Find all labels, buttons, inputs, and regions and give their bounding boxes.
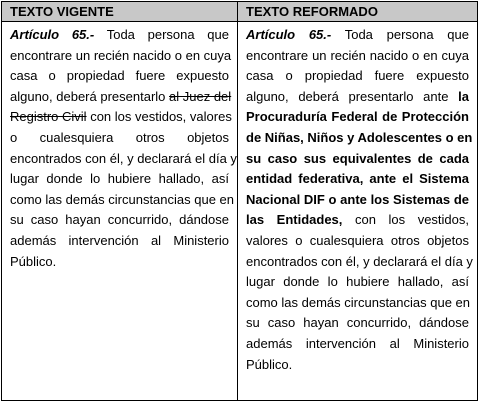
text-line: como las demás circunstancias que en — [10, 191, 235, 207]
text-line: encontrados con él, y declarará el día y — [10, 150, 237, 166]
text-line: encontrados con él, y declarará el día y — [246, 253, 473, 269]
text-line: alguno, deberá presentarlo al Juez del — [10, 88, 232, 104]
bold-line: Procuraduría Federal de Protección — [246, 109, 469, 125]
text-line: o cualesquiera otros objetos — [10, 129, 229, 145]
text-line: Público. — [246, 356, 293, 372]
reformado-cell — [238, 22, 478, 401]
bold-text: la — [458, 88, 469, 104]
text-line: valores o cualesquiera otros objetos — [246, 232, 469, 248]
bold-text: las Entidades, — [246, 212, 343, 228]
text-line: alguno, deberá presentarlo ante la — [246, 88, 469, 104]
vigente-cell — [2, 22, 238, 401]
struck-text: Registro Civil — [10, 109, 87, 125]
text-line: encontrare un recién nacido o en cuya — [246, 47, 469, 63]
reformado-text — [238, 22, 477, 375]
text-line: las Entidades, con los vestidos, — [246, 212, 470, 228]
text-line: lugar donde lo hubiere hallado, así — [10, 171, 229, 187]
text-line: Artículo 65.- Toda persona que — [246, 27, 469, 42]
struck-text: al Juez del — [169, 88, 232, 104]
text-line: encontrare un recién nacido o en cuya — [10, 47, 232, 63]
article-label: Artículo 65.- — [10, 27, 95, 42]
text-line: Artículo 65.- Toda persona que — [10, 27, 229, 42]
text-line: Registro Civil con los vestidos, valores — [10, 109, 232, 125]
header-row — [2, 2, 478, 22]
text-line: casa o propiedad fuere expuesto — [10, 68, 229, 84]
text-line: su caso hayan concurrido, dándose — [10, 212, 229, 228]
vigente-text — [2, 22, 237, 272]
text-line: su caso hayan concurrido, dándose — [246, 315, 469, 331]
body-row — [2, 22, 478, 401]
text-line: además intervención al Ministerio — [10, 232, 229, 248]
text-line: como las demás circunstancias que en — [246, 294, 471, 310]
bold-line: entidad federativa, ante el Sistema — [246, 171, 469, 187]
comparison-table — [1, 1, 478, 401]
header-vigente: TEXTO VIGENTE — [10, 4, 114, 19]
bold-line: Nacional DIF o ante los Sistemas de — [246, 191, 469, 207]
text-line: además intervención al Ministerio — [246, 335, 469, 351]
article-label: Artículo 65.- — [246, 27, 332, 42]
bold-line: su caso sus equivalentes de cada — [246, 150, 469, 166]
text-line: lugar donde lo hubiere hallado, así — [246, 274, 469, 290]
bold-line: de Niñas, Niños y Adolescentes o en — [246, 129, 473, 145]
header-reformado: TEXTO REFORMADO — [246, 4, 378, 19]
text-line: casa o propiedad fuere expuesto — [246, 68, 469, 84]
text-line: Público. — [10, 253, 57, 269]
header-reformado-cell — [238, 2, 478, 22]
header-vigente-cell — [2, 2, 238, 22]
